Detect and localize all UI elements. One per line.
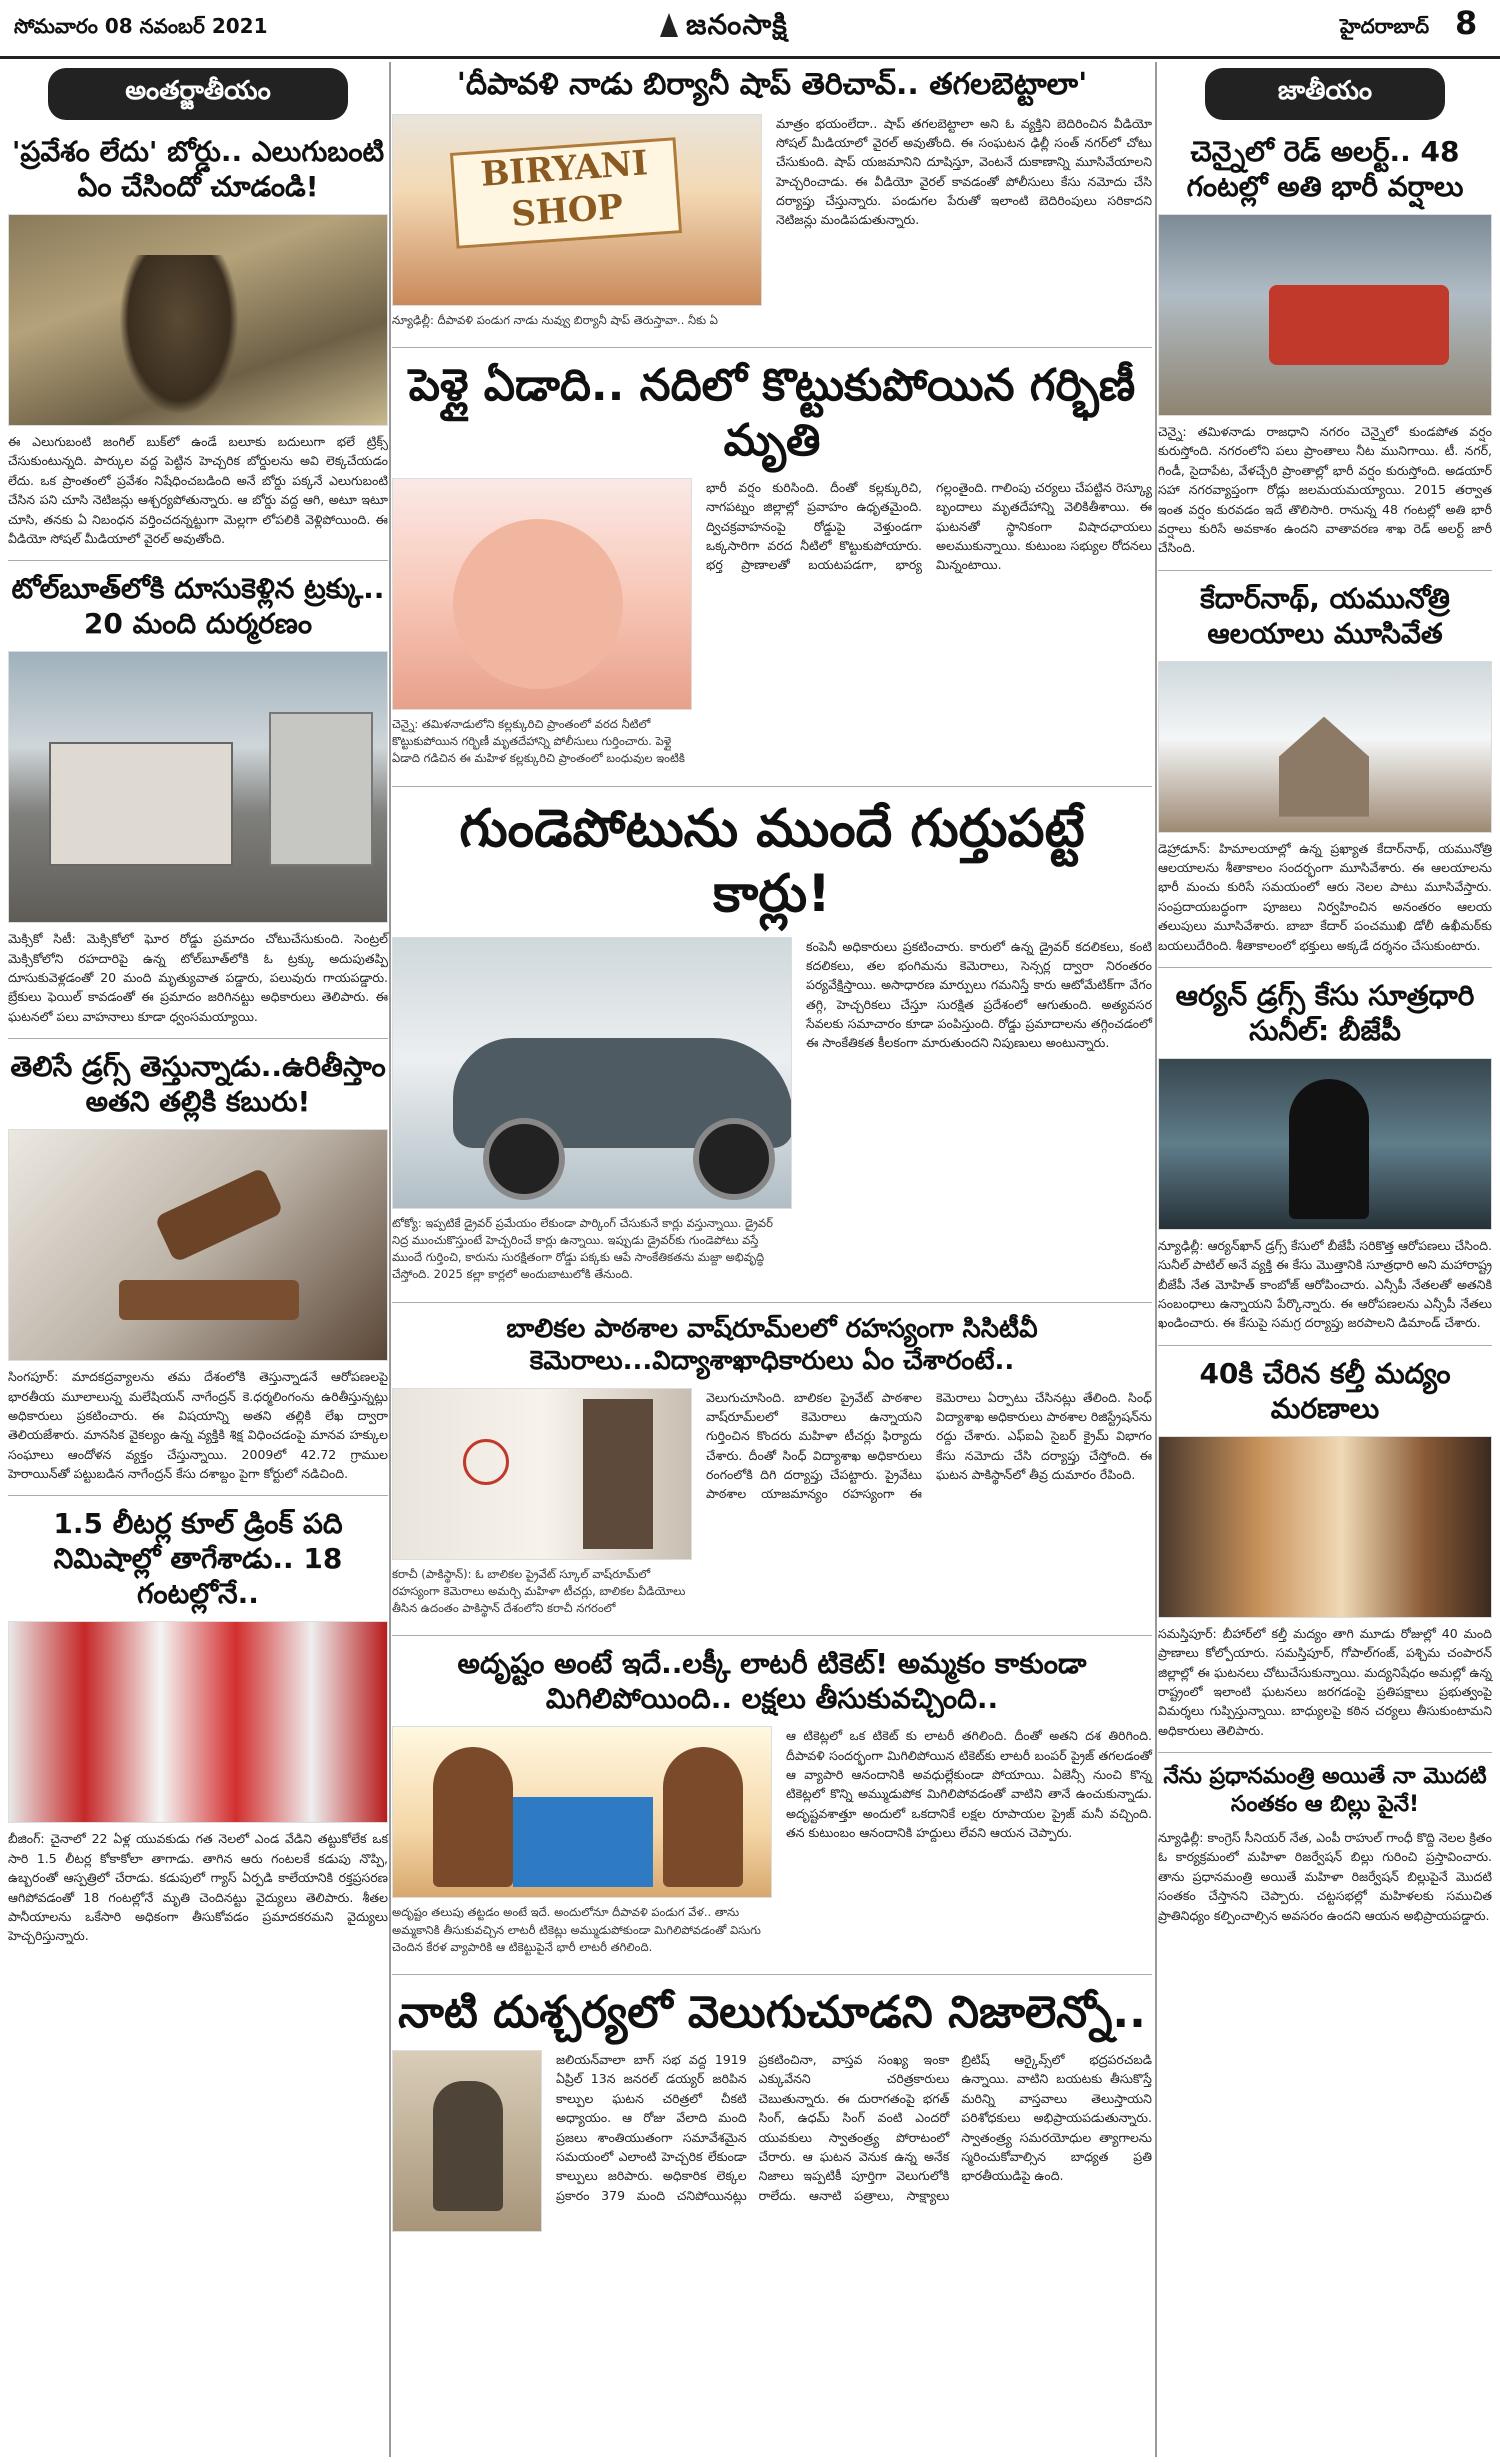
article-cold-drink-text: బీజింగ్: చైనాలో 22 ఏళ్ల యువకుడు గత నెలలో ఎండ వేడిని తట్టుకోలేక ఒక సారి 1.5 లీటర్ల కోకాకోలా తాగాడు. తాగిన ఆరు గంటలకే కడుపు నొప్పి, ఉబ్బరంతో ఆస్పత్రిలో చేరాడు. కడుపులో గ్యాస్ ఏర్పడి కాలేయానికి రక్తప్రసరణ ఆగిపోవడంతో 18 గంటల్లోనే మృతి చెందినట్టు వైద్యులు తెలిపారు. శీతల పానీయాలను ఒకేసారి అధికంగా తీసుకోవడం ప్రమాదకరమని వైద్యులు హెచ్చరిస్తున్నారు.	[8, 1831, 388, 1944]
flood-bus-photo	[1158, 214, 1492, 416]
column-divider	[1155, 62, 1157, 2457]
lottery-caption: అదృష్టం తలుపు తట్టడం అంటే ఇదే. అందులోనూ దీపావళి పండుగ వేళ.. తాను అమ్మకానికి తీసుకువచ్చిన లాటరీ టికెట్లు అమ్ముడుపోకుండా మిగిలిపోవడంతో విసుగు చెందిన కేరళ వ్యాపారికి ఆ టికెట్టుపైనే భారీ లాటరీ తగిలింది.	[392, 1905, 761, 1954]
section-tab-international: అంతర్జాతీయం	[48, 68, 348, 120]
pregnant-article	[392, 478, 1152, 778]
biryani-shop-photo	[392, 114, 762, 306]
car-photo	[392, 937, 792, 1209]
pregnant-caption: చెన్నై: తమిళనాడులోని కల్లక్కురిచి ప్రాంతంలో వరద నీటిలో కొట్టుకుపోయిన గర్భిణీ మృతదేహాన్ని పోలీసులు గుర్తించారు. పెళ్లై ఏడాది గడిచిన ఈ మహిళ కల్లక్కురిచి ప్రాంతంలో బంధువుల ఇంటికి	[392, 716, 685, 766]
jallianwala-article	[392, 2050, 1152, 2238]
cola-bottles-photo	[8, 1621, 388, 1823]
headline-pm-signature[interactable]: నేను ప్రధానమంత్రి అయితే నా మొదటి సంతకం ఆ బిల్లు పైనే!	[1163, 1764, 1487, 1817]
article-biryani-text: మాత్రం భయంలేదా.. షాప్ తగలబెట్టాలా అని ఓ వ్యక్తిని బెదిరించిన వీడియో సోషల్ మీడియాలో వైరల్ అవుతోంది. ఈ సంఘటన ఢిల్లీ సంత్ నగర్‌లో చోటు చేసుకుంది. షాప్ యజమానిని దూషిస్తూ, వెంటనే దుకాణాన్ని మూసివేయాలని హెచ్చరించాడు. ఈ వీడియో వైరల్ కావడంతో పోలీసులు కేసు నమోదు చేసి దర్యాప్తు చేస్తున్నారు. పండుగల పేరుతో ఇలాంటి బెదిరింపులు సరికాదని నెటిజన్లు మండిపడుతున్నారు.	[776, 115, 1152, 228]
headline-kedarnath[interactable]: కేదార్‌నాథ్, యమునోత్రి ఆలయాలు మూసివేత	[1200, 581, 1450, 650]
headline-spurious-liquor[interactable]: 40కి చేరిన కల్తీ మద్యం మరణాలు	[1199, 1356, 1451, 1425]
biryani-article	[392, 114, 1152, 339]
liquor-bottles-photo	[1158, 1436, 1492, 1618]
article-bear-text: ఈ ఎలుగుబంటి జంగిల్ బుక్‌లో ఉండే బలూకు బదులుగా భలే ట్రిక్స్ చేసుకుంటున్నది. పార్కుల వద్ద పెట్టిన హెచ్చరిక బోర్డులను అవి లెక్కచేయడం లేదు. ఒక ప్రాంతంలో ప్రవేశం నిషేధించబడింది అనే బోర్డు పక్కనే ఎలుగుబంటి చేసిన పని చూసి నెటిజన్లు ఆశ్చర్యపోతున్నారు. ఆ బోర్డు వద్ద ఆగి, అటూ ఇటూ చూసి, తనకు ఏ నిబంధన వర్తించదన్నట్టుగా మెల్లగా లోపలికి వెళ్లిపోయింది. ఈ వీడియో సోషల్ మీడియాలో వైరల్ అవుతోంది.	[8, 434, 388, 546]
issue-date: సోమవారం 08 నవంబర్ 2021	[14, 14, 268, 38]
freedom-fighter-photo	[392, 2050, 542, 2232]
headline-jallianwala[interactable]: నాటి దుశ్చర్యలో వెలుగుచూడని నిజాలెన్నో..	[398, 1987, 1146, 2038]
bear-photo	[8, 214, 388, 426]
headline-aryan-case[interactable]: ఆర్యన్ డ్రగ్స్ కేసు సూత్రధారి సునీల్: బీజేపీ	[1175, 978, 1475, 1047]
divider	[1158, 1345, 1492, 1346]
column-divider	[389, 62, 391, 2457]
divider	[8, 1038, 388, 1039]
headline-pregnant-woman[interactable]: పెళ్లై ఏడాది.. నదిలో కొట్టుకుపోయిన గర్భిణీ మృతి	[408, 359, 1136, 466]
headline-tollbooth[interactable]: టోల్‌బూత్‌లోకి దూసుకెళ్లిన ట్రక్కు.. 20 మంది దుర్మరణం	[11, 572, 385, 641]
shop-sign: BIRYANI SHOP	[450, 137, 682, 249]
biryani-caption: న్యూఢిల్లీ: దీపావళి పండుగ నాడు నువ్వు బిర్యానీ షాప్ తెరుస్తావా.. నీకు ఏ	[392, 312, 718, 327]
article-drugs-text: సింగపూర్: మాదకద్రవ్యాలను తమ దేశంలోకి తెస్తున్నాడనే ఆరోపణలపై భారతీయ మూలాలున్న మలేషియన్ నాగేంద్రన్ కె.ధర్మలింగంను ఉరితీస్తున్నట్లు అధికారులు ప్రకటించారు. ఈ విషయాన్ని అతని తల్లికి లేఖ ద్వారా తెలియజేశారు. మానసిక వైకల్యం ఉన్న వ్యక్తికి శిక్ష విధించడంపై మానవ హక్కుల సంఘాలు ఆందోళన వ్యక్తం చేస్తున్నాయి. 2009లో 42.72 గ్రాముల హెరాయిన్‌తో పట్టుబడిన నాగేంద్రన్ కేసు దశాబ్దం పైగా కోర్టులో నడిచింది.	[8, 1369, 388, 1481]
page-header	[0, 0, 1500, 59]
article-jallianwala-text: జలియన్‌వాలా బాగ్ సభ వద్ద 1919 ఏప్రిల్ 13న జనరల్ డయ్యర్ జరిపిన కాల్పుల ఘటన చరిత్రలో చీకటి అధ్యాయం. ఆ రోజు వేలాది మంది ప్రజలు శాంతియుతంగా సమావేశమైన సమయంలో ఎలాంటి హెచ్చరిక లేకుండా కాల్పులు జరిపారు. అధికారిక లెక్కల ప్రకారం 379 మంది చనిపోయినట్లు ప్రకటించినా, వాస్తవ సంఖ్య ఇంకా ఎక్కువేనని చరిత్రకారులు చెబుతున్నారు. ఈ దురాగతంపై భగత్ సింగ్, ఉధమ్ సింగ్ వంటి ఎందరో యువకులు స్వాతంత్ర్య పోరాటంలో చేరారు. ఆ ఘటన వెనుక ఉన్న అనేక నిజాలు ఇప్పటికీ పూర్తిగా వెలుగులోకి రాలేదు. ఆనాటి పత్రాలు, సాక్ష్యాలు బ్రిటిష్ ఆర్కైవ్స్‌లో భద్రపరచబడి ఉన్నాయి. వాటిని బయటకు తీసుకొస్తే మరిన్ని వాస్తవాలు తెలుస్తాయని పరిశోధకులు అభిప్రాయపడుతున్నారు. స్వాతంత్ర్య సమరయోధుల త్యాగాలను స్మరించుకోవాల్సిన బాధ్యత ప్రతి భారతీయుడిపై ఉంది.	[556, 2052, 1152, 2203]
pregnant-woman-photo	[392, 478, 692, 710]
article-car-text: కంపెనీ అధికారులు ప్రకటించారు. కారులో ఉన్న డ్రైవర్ కదలికలు, కంటి కదలికలు, తల భంగిమను కెమెరాలు, సెన్సర్ల ద్వారా నిరంతరం పర్యవేక్షిస్తాయి. అసాధారణ మార్పులు గమనిస్తే కారు ఆటోమేటిక్‌గా వేగం తగ్గి, హెచ్చరికలు చేస్తూ సురక్షిత ప్రదేశంలో ఆగుతుంది. అత్యవసర సేవలకు సమాచారం కూడా పంపిస్తుంది. రోడ్డు ప్రమాదాలను తగ్గించడంలో ఈ సాంకేతికత కీలకంగా మారుతుందని నిపుణులు అంటున్నారు.	[806, 938, 1152, 1051]
logo-mark-icon	[660, 13, 678, 37]
article-pregnant-text: భారీ వర్షం కురిసింది. దీంతో కల్లక్కురిచి, నాగపట్నం జిల్లాల్లో ప్రవాహం ఉధృతమైంది. ద్విచక్రవాహనంపై రోడ్డుపై వెళ్తుండగా ఒక్కసారిగా వరద నీటిలో కొట్టుకుపోయారు. భర్త ప్రాణాలతో బయటపడగా, భార్య గల్లంతైంది. గాలింపు చర్యలు చేపట్టిన రెస్క్యూ బృందాలు మృతదేహాన్ని వెలికితీశాయి. ఈ ఘటనతో స్థానికంగా విషాదఛాయలు అలముకున్నాయి. కుటుంబ సభ్యుల రోదనలు మిన్నంటాయి.	[706, 479, 1152, 573]
divider	[8, 560, 388, 561]
gavel-photo	[8, 1129, 388, 1361]
divider	[1158, 1752, 1492, 1753]
car-article	[392, 937, 1152, 1294]
cctv-article	[392, 1388, 1152, 1628]
article-aryan-text: న్యూఢిల్లీ: ఆర్యన్‌ఖాన్ డ్రగ్స్ కేసులో బీజేపీ సరికొత్త ఆరోపణలు చేసింది. సునీల్ పాటిల్ అనే వ్యక్తి ఈ కేసు మొత్తానికి సూత్రధారి అని మహారాష్ట్ర బీజేపీ నేత మోహిత్ కాంబోజ్ ఆరోపించారు. ఎన్సీపీ నేతలతో అతనికి సంబంధాలు ఉన్నాయని పేర్కొన్నారు. ఈ ఆరోపణలను ఎన్సీపీ నేతలు ఖండించారు. ఈ కేసుపై సమగ్ర దర్యాప్తు జరపాలని డిమాండ్ చేశారు.	[1158, 1237, 1492, 1331]
headline-biryani[interactable]: 'దీపావళి నాడు బిర్యానీ షాప్ తెరిచావ్.. తగలబెట్టాలా'	[456, 67, 1088, 102]
divider	[392, 1302, 1152, 1303]
divider	[392, 1974, 1152, 1975]
car-caption: టోక్యో: ఇప్పటికే డ్రైవర్ ప్రమేయం లేకుండా పార్కింగ్ చేసుకునే కార్లు వస్తున్నాయి. డ్రైవర్ నిద్ర ముంచుకొస్తుంటే హెచ్చరించే కార్లు ఉన్నాయి. ఇప్పుడు డ్రైవర్‌కు గుండెపోటు వస్తే ముందే గుర్తించి, కారును సురక్షితంగా రోడ్డు పక్కకు ఆపే సాంకేతికతను మజ్దా అభివృద్ధి చేస్తోంది. 2025 కల్లా కార్లలో అందుబాటులోకి తేనుంది.	[392, 1215, 773, 1282]
article-pm-text: న్యూఢిల్లీ: కాంగ్రెస్ సీనియర్ నేత, ఎంపీ రాహుల్ గాంధీ కొద్ది నెలల క్రితం ఓ కార్యక్రమంలో మహిళా రిజర్వేషన్ బిల్లు గురించి ప్రస్తావించారు. తాను ప్రధానమంత్రి అయితే మహిళా రిజర్వేషన్ బిల్లుపైనే మొదటి సంతకం చేస్తానని చెప్పారు. చట్టసభల్లో మహిళలకు సముచిత ప్రాతినిధ్యం కల్పించాల్సిన అవసరం ఉందని ఆయన అభిప్రాయపడ్డారు.	[1158, 1830, 1492, 1923]
kedarnath-temple-photo	[1158, 661, 1492, 833]
divider	[1158, 570, 1492, 571]
national-column	[1158, 62, 1492, 1937]
masthead-logo	[660, 8, 788, 48]
aryan-khan-photo	[1158, 1058, 1492, 1230]
divider	[392, 347, 1152, 348]
headline-bear[interactable]: 'ప్రవేశం లేదు' బోర్డు.. ఎలుగుబంటి ఏం చేసిందో చూడండి!	[11, 135, 385, 203]
paper-name: జనంసాక్షి	[686, 8, 788, 41]
article-cctv-text: వెలుగుచూసింది. బాలికల ప్రైవేట్ పాఠశాల వాష్‌రూమ్‌లలో కెమెరాలు ఉన్నాయని గుర్తించిన కొందరు మహిళా టీచర్లు ఫిర్యాదు చేశారు. దీంతో సింధ్ విద్యాశాఖ అధికారులు రంగంలోకి దిగి దర్యాప్తు చేపట్టారు. ప్రైవేటు పాఠశాల యాజమాన్యం రహస్యంగా ఈ కెమెరాలు ఏర్పాటు చేసినట్లు తేలింది. సింధ్ విద్యాశాఖ అధికారులు పాఠశాల రిజిస్ట్రేషన్‌ను రద్దు చేశారు. ఎఫ్ఐఏ సైబర్ క్రైమ్ విభాగం కేసు నమోదు చేసి దర్యాప్తు చేస్తోంది. ఈ ఘటన పాకిస్థాన్‌లో తీవ్ర దుమారం రేపింది.	[706, 1389, 1152, 1502]
section-tab-national: జాతీయం	[1205, 68, 1445, 120]
article-lottery-text: ఆ టికెట్లలో ఒక టికెట్ కు లాటరీ తగిలింది. దీంతో అతని దశ తిరిగింది. దీపావళి సందర్భంగా మిగిలిపోయిన టికెట్‌కు లాటరీ బంపర్ ప్రైజ్ తగలడంతో ఆ వ్యాపారి ఆనందానికి అవధుల్లేకుండా పోయాయి. ఏజెన్సీ నుంచి కొన్న టికెట్లలో కొన్ని అమ్ముడుపోక మిగిలిపోవడంతో వాటిని తానే ఉంచుకున్నాడు. అదృష్టవశాత్తూ అందులో ఒకదానికే లక్షల రూపాయల ప్రైజ్ మనీ వచ్చింది. తన కుటుంబం ఆనందానికి హద్దులు లేవని ఆయన చెప్పారు.	[786, 1728, 1152, 1841]
article-tollbooth-text: మెక్సికో సిటీ: మెక్సికోలో ఘోర రోడ్డు ప్రమాదం చోటుచేసుకుంది. సెంట్రల్ మెక్సికోలోని రహదారిపై ఉన్న టోల్‌బూత్‌లోకి ఓ ట్రక్కు అదుపుతప్పి దూసుకువెళ్లడంతో 20 మంది మృత్యువాత పడ్డారు, పలువురు గాయపడ్డారు. బ్రేకులు ఫెయిల్ కావడంతో ఈ ప్రమాదం జరిగినట్టు అధికారులు తెలిపారు. ఈ ఘటనలో పలు వాహనాలు కూడా ధ్వంసమయ్యాయి.	[8, 931, 388, 1024]
headline-lottery[interactable]: అదృష్టం అంటే ఇదే..లక్కీ లాటరీ టికెట్! అమ్మకం కాకుండా మిగిలిపోయింది.. లక్షలు తీసుకువచ్చింది..	[457, 1647, 1087, 1716]
edition-city: హైదరాబాద్	[1340, 14, 1430, 38]
headline-heart-attack-cars[interactable]: గుండెపోటును ముందే గుర్తుపట్టే కార్లు!	[459, 798, 1085, 924]
camera-marker-icon	[463, 1439, 509, 1485]
article-chennai-text: చెన్నై: తమిళనాడు రాజధాని నగరం చెన్నైలో కుండపోత వర్షం కురుస్తోంది. నగరంలోని పలు ప్రాంతాలు నీట మునిగాయి. టీ. నగర్, గిండీ, సైదాపేట, వేళచ్చేరి ప్రాంతాల్లో భారీ వర్షం కురుస్తోంది. అడయార్ సహా నగరవ్యాప్తంగా రోడ్లు జలమయమయ్యాయి. 2015 తర్వాత ఇంత వర్షం కురవడం ఇదే తొలిసారి. రానున్న 48 గంటల్లో అతి భారీ వర్షాలు కురిసే అవకాశం ఉందని వాతావరణ శాఖ రెడ్ అలర్ట్ జారీ చేసింది.	[1158, 424, 1492, 556]
lottery-article	[392, 1726, 1152, 1966]
divider	[392, 1635, 1152, 1636]
divider	[1158, 967, 1492, 968]
headline-drugs-hanging[interactable]: తెలిసే డ్రగ్స్ తెస్తున్నాడు..ఉరితీస్తాం అతని తల్లికి కబురు!	[10, 1050, 386, 1119]
divider	[392, 786, 1152, 787]
washroom-photo	[392, 1388, 692, 1560]
tollbooth-photo	[8, 651, 388, 923]
divider	[8, 1495, 388, 1496]
headline-cold-drink[interactable]: 1.5 లీటర్ల కూల్ డ్రింక్ పది నిమిషాల్లో తాగేశాడు.. 18 గంటల్లోనే..	[53, 1507, 343, 1611]
international-column	[8, 62, 388, 1958]
cctv-caption: కరాచీ (పాకిస్థాన్): ఓ బాలికల ప్రైవేట్ స్కూల్ వాష్‌రూమ్‌లో రహస్యంగా కెమెరాలు అమర్చి మహిళా టీచర్లు, బాలికల వీడియోలు తీసిన ఉదంతం పాకిస్థాన్ దేశంలోని కరాచీ నగరంలో	[392, 1566, 686, 1615]
headline-chennai-rain[interactable]: చెన్నైలో రెడ్ అలర్ట్.. 48 గంటల్లో అతి భారీ వర్షాలు	[1186, 135, 1464, 203]
center-column	[392, 62, 1152, 2238]
article-kedarnath-text: డెహ్రాడూన్: హిమాలయాల్లో ఉన్న ప్రఖ్యాత కేదార్‌నాథ్, యమునోత్రి ఆలయాలను శీతాకాలం సందర్భంగా మూసివేశారు. ఈ ఆలయాలను భారీ మంచు కురిసే సమయంలో ఆరు నెలల పాటు మూసివేస్తారు. సంప్రదాయబద్ధంగా పూజలు నిర్వహించిన అనంతరం ఆలయ తలుపులు మూసివేశారు. బాబా కేదార్ పంచముఖి డోలీ ఉఖీమఠ్‌కు బయలుదేరింది. శీతాకాలంలో భక్తులు అక్కడే దర్శనం చేసుకుంటారు.	[1158, 840, 1492, 953]
article-liquor-text: సమస్తిపూర్: బీహార్‌లో కల్తీ మద్యం తాగి మూడు రోజుల్లో 40 మంది ప్రాణాలు కోల్పోయారు. సమస్తిపూర్, గోపాల్‌గంజ్, పశ్చిమ చంపారన్ జిల్లాల్లో ఈ ఘటనలు చోటుచేసుకున్నాయి. మద్యనిషేధం అమల్లో ఉన్న రాష్ట్రంలో ఇలాంటి ఘటనలు జరగడంపై ప్రతిపక్షాలు ప్రభుత్వంపై విమర్శలు గుప్పిస్తున్నాయి. బాధ్యులపై కఠిన చర్యలు తీసుకుంటామని అధికారులు తెలిపారు.	[1158, 1625, 1492, 1738]
headline-cctv-washroom[interactable]: బాలికల పాఠశాల వాష్‌రూమ్‌లలో రహస్యంగా సిసిటీవీ కెమెరాలు...విద్యాశాఖాధికారులు ఏం చేశారంటే..	[506, 1313, 1038, 1376]
lottery-winner-photo	[392, 1726, 772, 1898]
page-number: 8	[1455, 4, 1478, 42]
